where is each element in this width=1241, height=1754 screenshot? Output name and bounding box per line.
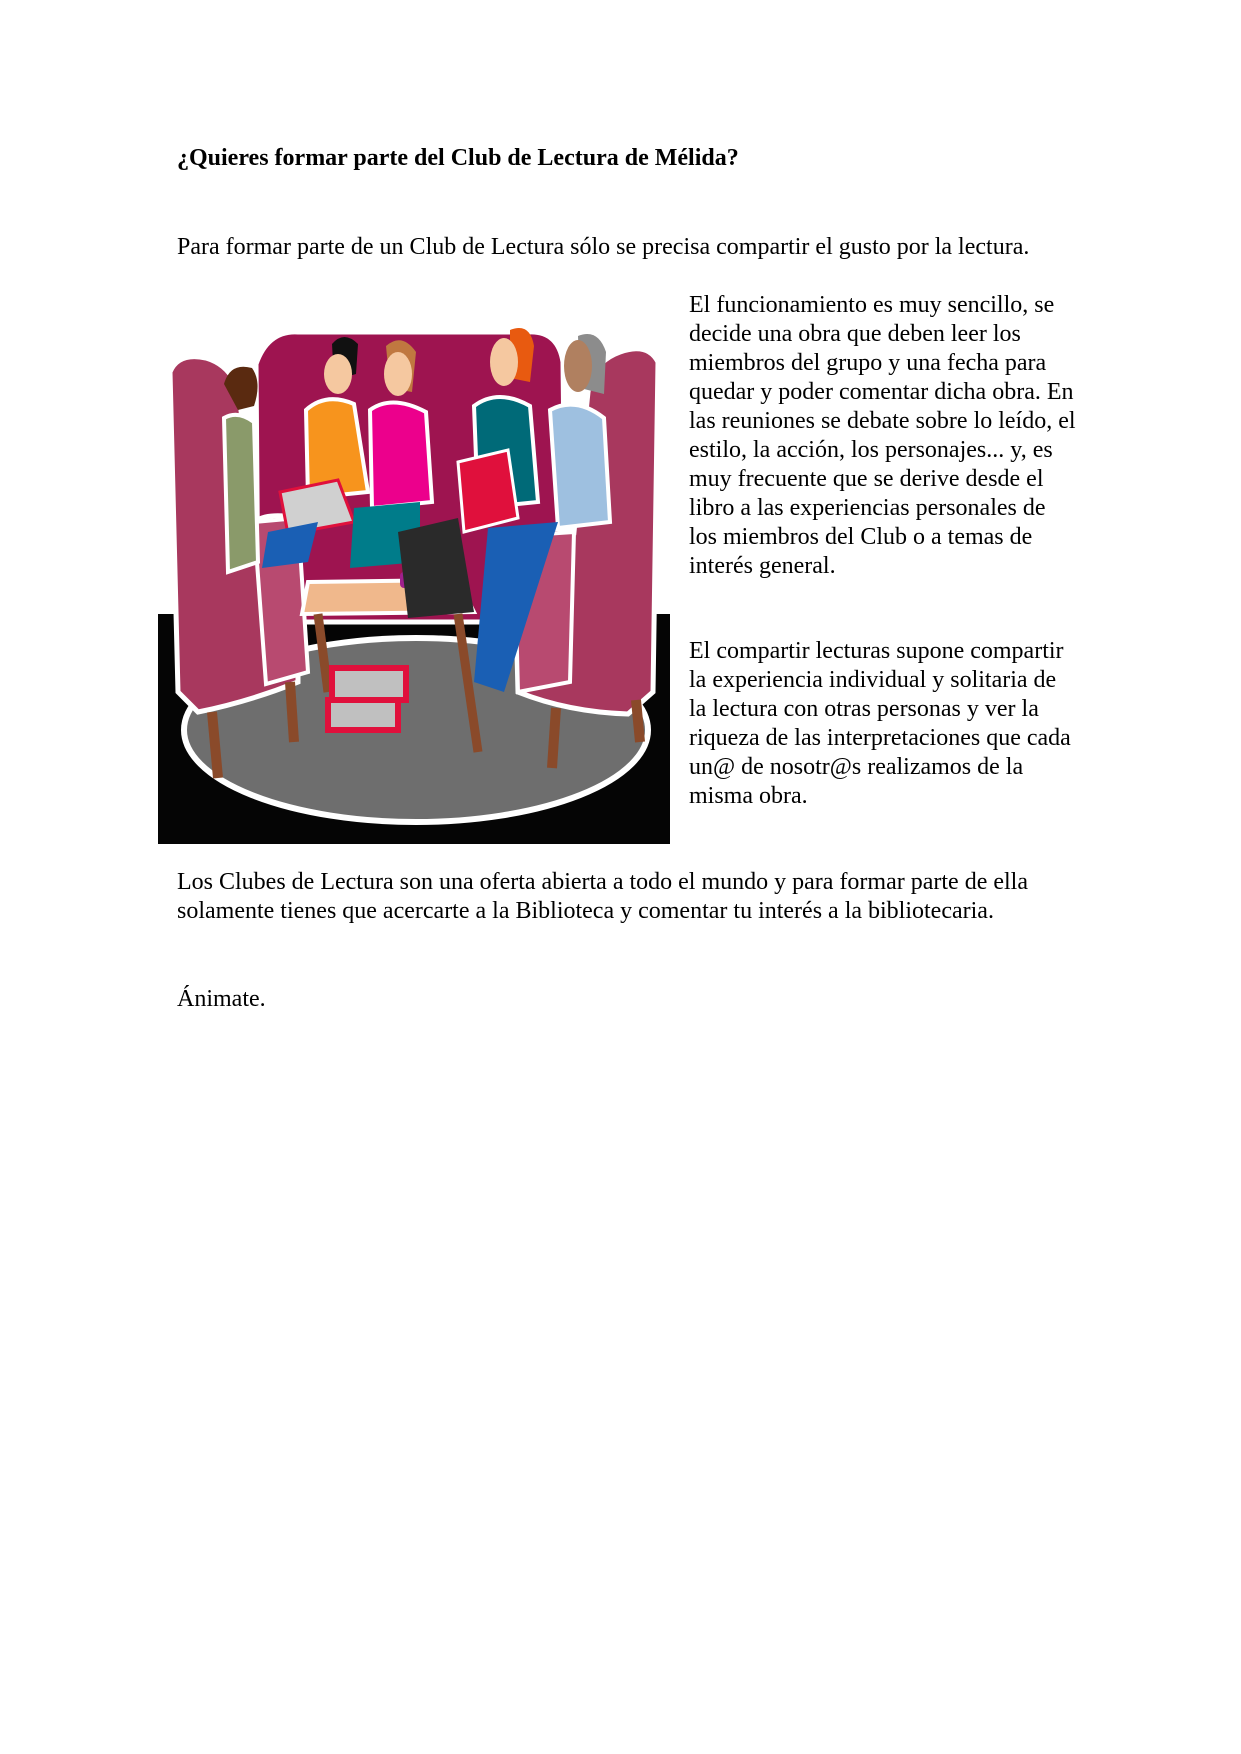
- paragraph-compartir: El compartir lecturas supone compartir la experiencia individual y solitaria de la lectura con otras personas y ver la riqueza de las interpretaciones que cada un@ de nosotr@s realizamos de la misma obra.: [689, 638, 1071, 809]
- closing-text: Ánimate.: [177, 986, 266, 1012]
- intro-paragraph: Para formar parte de un Club de Lectura sólo se precisa compartir el gusto por la lectura.: [177, 234, 1030, 260]
- reading-club-illustration: [158, 322, 670, 844]
- paragraph-funcionamiento: El funcionamiento es muy sencillo, se decide una obra que deben leer los miembros del grupo y una fecha para quedar y poder comentar dicha obra. En las reuniones se debate sobre lo leído, el estilo, la acción, los personajes... y, es muy frecuente que se derive desde el libro a las experiencias personales de los miembros del Club o a temas de interés general.: [689, 292, 1076, 579]
- document-title: ¿Quieres formar parte del Club de Lectura de Mélida?: [177, 145, 739, 171]
- paragraph-clubes: Los Clubes de Lectura son una oferta abierta a todo el mundo y para formar parte de ella solamente tienes que acercarte a la Biblioteca y comentar tu interés a la bibliotecaria.: [177, 869, 1028, 924]
